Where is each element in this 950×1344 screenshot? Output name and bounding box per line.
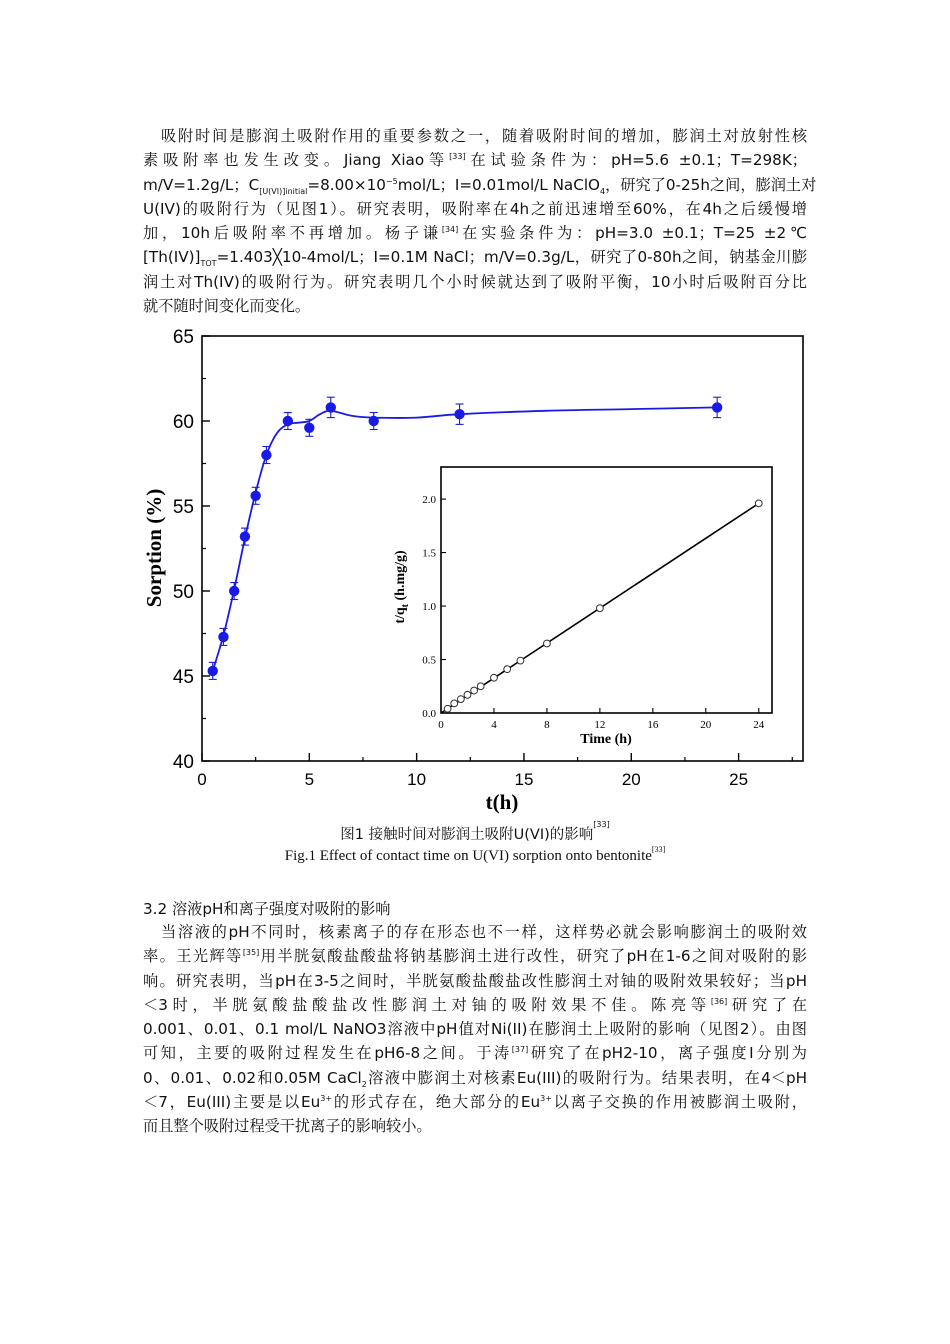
inset-x-tick-label: 0 xyxy=(438,719,444,731)
inset-data-point xyxy=(477,683,484,690)
x-tick-label: 25 xyxy=(729,770,749,789)
inset-y-tick-label: 2.0 xyxy=(422,494,436,507)
caption-text: 图1 接触时间对膨润土吸附U(VI)的影响 xyxy=(340,827,594,843)
superscript: −5 xyxy=(385,176,398,186)
subscript: 2 xyxy=(361,1079,367,1089)
inset-y-tick-label: 0.0 xyxy=(422,708,436,720)
figure-1 xyxy=(140,325,810,820)
text-span: =8.00×10 xyxy=(307,175,386,194)
text-line xyxy=(143,221,807,245)
section-heading: 3.2 溶液pH和离子强度对吸附的影响 xyxy=(143,900,391,918)
figure-caption-cn xyxy=(0,820,950,844)
x-tick-label: 10 xyxy=(407,770,427,789)
y-tick-label: 45 xyxy=(172,667,194,688)
text-span: 用半胱氨酸盐酸盐将钠基膨润土进行改性，研究了pH在1-6之间对吸附的影 xyxy=(259,947,808,966)
text-line xyxy=(143,1066,807,1090)
inset-data-point xyxy=(457,696,464,703)
paragraph-1 xyxy=(143,124,817,318)
inset-data-point xyxy=(451,700,458,707)
text-line xyxy=(143,173,817,197)
text-line: 而且整个吸附过程受干扰离子的影响较小。 xyxy=(143,1117,432,1136)
text-span: 以离子交换的作用被膨润土吸附， xyxy=(551,1093,807,1112)
inset-data-point xyxy=(444,705,451,712)
text-line xyxy=(143,1041,807,1065)
text-span: 溶液中膨润土对核素Eu(III)的吸附行为。结果表明，在4＜pH xyxy=(366,1068,808,1087)
data-point xyxy=(240,531,250,541)
inset-x-tick-label: 20 xyxy=(700,719,712,731)
citation: [33] xyxy=(593,820,610,829)
text-span: m/V=1.2g/L；C xyxy=(143,175,260,194)
text-span: ＜7，Eu(III)主要是以Eu xyxy=(143,1093,321,1112)
x-tick-label: 5 xyxy=(304,770,315,789)
text-line xyxy=(143,1090,807,1114)
text-line: 响。研究表明，当pH在3-5之间时，半胱氨酸盐酸盐改性膨润土对铀的吸附效果较好；当pH xyxy=(143,971,807,990)
inset-data-point xyxy=(517,657,524,664)
text-span: 可知，主要的吸附过程发生在pH6-8之间。于涛 xyxy=(143,1044,512,1063)
text-span: 研究了在pH2-10，离子强度I分别为 xyxy=(528,1044,807,1063)
superscript: 3+ xyxy=(320,1094,333,1104)
inset-y-label-main: t/q xyxy=(393,607,408,624)
text-span: 加，10h后吸附率不再增加。杨子谦 xyxy=(143,224,442,243)
text-span: 素吸附率也发生改变。Jiang Xiao等 xyxy=(143,151,450,170)
text-span: ＜3时，半胱氨酸盐酸盐改性膨润土对铀的吸附效果不佳。陈亮等 xyxy=(143,995,711,1014)
text-span: ，研究了0-25h之间，膨润土对 xyxy=(605,175,817,194)
subscript: 4 xyxy=(600,186,606,196)
citation: [33] xyxy=(449,152,466,162)
x-tick-label: 0 xyxy=(197,770,207,789)
inset-data-point xyxy=(491,674,498,681)
text-line xyxy=(143,245,807,269)
data-point xyxy=(369,416,379,426)
text-line: 吸附时间是膨润土吸附作用的重要参数之一，随着吸附时间的增加，膨润土对放射性核 xyxy=(161,127,807,145)
inset-y-tick-label: 0.5 xyxy=(422,654,436,667)
data-point xyxy=(454,409,464,419)
figure-caption-en xyxy=(0,845,950,865)
data-point xyxy=(261,450,271,460)
inset-x-tick-label: 16 xyxy=(647,719,659,731)
x-tick-label: 20 xyxy=(621,770,641,789)
text-line xyxy=(143,944,807,968)
text-span: 0、0.01、0.02和0.05M CaCl xyxy=(143,1068,362,1087)
inset-data-point xyxy=(755,500,762,507)
subscript: [U(VI)]initial xyxy=(259,186,308,196)
data-point xyxy=(229,586,239,596)
inset-data-point xyxy=(464,691,471,698)
superscript: 3+ xyxy=(540,1094,552,1104)
data-point xyxy=(250,491,260,501)
text-line xyxy=(143,993,807,1017)
inset-y-tick-label: 1.0 xyxy=(422,601,436,614)
inset-y-tick-label: 1.5 xyxy=(422,547,436,560)
inset-x-tick-label: 4 xyxy=(491,719,497,731)
caption-text: Fig.1 Effect of contact time on U(VI) sorption onto bentonite xyxy=(284,848,652,864)
paragraph-2 xyxy=(143,920,807,1139)
citation: [37] xyxy=(511,1045,529,1055)
data-point xyxy=(283,416,293,426)
inset-x-tick-label: 8 xyxy=(544,719,550,731)
inset-data-point xyxy=(504,666,511,673)
text-span: [Th(IV)] xyxy=(143,248,201,267)
y-tick-label: 40 xyxy=(172,752,194,773)
text-line: 当溶液的pH不同时，核素离子的存在形态也不一样，这样势必就会影响膨润土的吸附效 xyxy=(161,923,807,941)
inset-x-axis-label: Time (h) xyxy=(580,732,632,747)
y-tick-label: 50 xyxy=(172,582,194,603)
text-line: 0.001、0.01、0.1 mol/L NaNO3溶液中pH值对Ni(II)在膨润土上吸附的影响（见图2）。由图 xyxy=(143,1020,807,1039)
text-span: =1.403╳10-4mol/L；I=0.1M NaCl；m/V=0.3g/L，研究了0-80h之间，钠基金川膨 xyxy=(216,248,807,267)
sorption-chart xyxy=(140,325,810,820)
text-span: 的形式存在，绝大部分的Eu xyxy=(332,1093,541,1112)
text-span: 在实验条件为：pH=3.0 ±0.1；T=25 ±2℃ xyxy=(458,224,808,243)
inset-data-point xyxy=(596,605,603,612)
main-y-axis-label: Sorption (%) xyxy=(142,488,166,608)
subscript: TOT xyxy=(200,259,217,269)
inset-data-point xyxy=(471,687,478,694)
data-point xyxy=(712,402,722,412)
text-line: U(IV)的吸附行为（见图1）。研究表明，吸附率在4h之前迅速增至60%，在4h之后缓慢增 xyxy=(143,199,807,218)
y-tick-label: 60 xyxy=(172,412,194,433)
text-span: 在试验条件为：pH=5.6 ±0.1；T=298K； xyxy=(465,151,807,170)
inset-x-tick-label: 12 xyxy=(594,719,606,731)
main-x-axis-label: t(h) xyxy=(485,790,519,814)
x-tick-label: 15 xyxy=(514,770,534,789)
text-line xyxy=(143,148,807,172)
inset-y-label-unit: (h.mg/g) xyxy=(393,550,408,604)
text-span: 研究了在 xyxy=(727,995,808,1014)
y-tick-label: 55 xyxy=(172,497,194,518)
citation: [33] xyxy=(651,845,666,854)
data-point xyxy=(218,632,228,642)
text-span: 率。王光辉等 xyxy=(143,947,243,966)
text-line: 润土对Th(IV)的吸附行为。研究表明几个小时候就达到了吸附平衡，10小时后吸附百分比 xyxy=(143,272,807,291)
text-line: 就不随时间变化而变化。 xyxy=(143,297,311,316)
data-point xyxy=(304,423,314,433)
inset-y-label-sub: t xyxy=(400,603,411,608)
citation: [35] xyxy=(242,948,260,958)
inset-y-axis-label xyxy=(393,550,411,624)
inset-data-point xyxy=(544,640,551,647)
y-tick-label: 65 xyxy=(172,327,194,348)
inset-x-tick-label: 24 xyxy=(753,719,765,731)
text-span: mol/L；I=0.01mol/L NaClO xyxy=(397,175,601,194)
citation: [34] xyxy=(441,225,459,235)
citation: [36] xyxy=(710,996,728,1006)
data-point xyxy=(326,402,336,412)
data-point xyxy=(208,666,218,676)
